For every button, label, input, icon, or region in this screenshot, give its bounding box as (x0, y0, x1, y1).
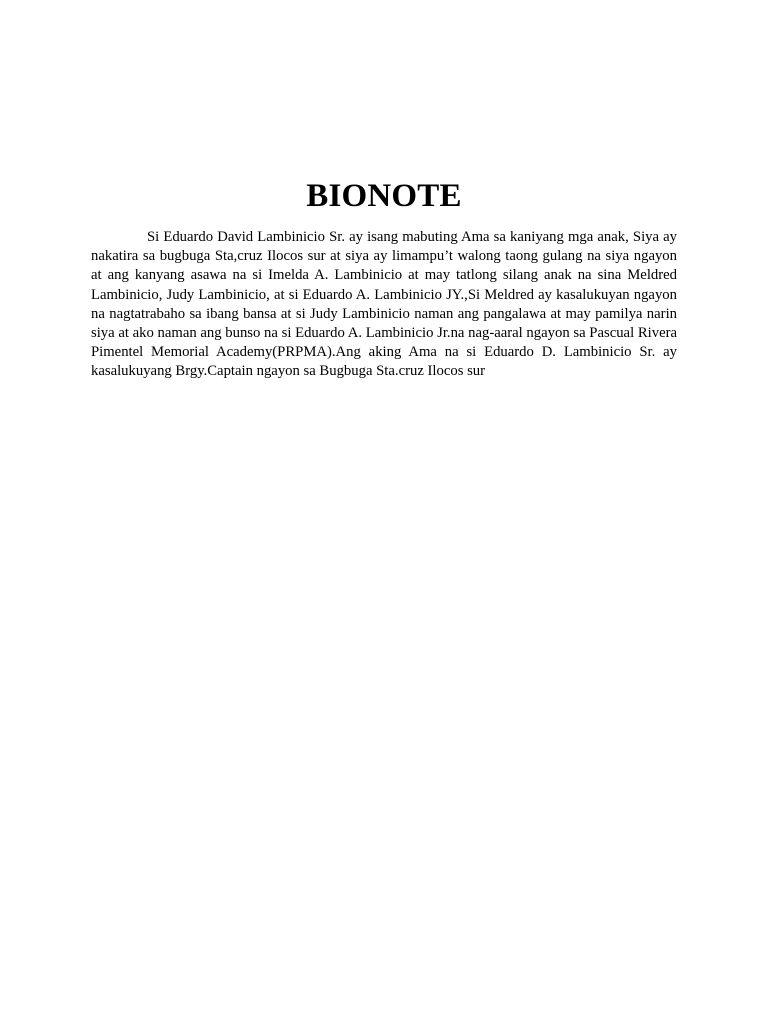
bionote-paragraph: Si Eduardo David Lambinicio Sr. ay isang mabuting Ama sa kaniyang mga anak, Siya ay nakatira sa bugbuga Sta,cruz Ilocos sur at siya ay limampu’t walong taong gulang na siya ngayon at ang kanyang asawa na si Imelda A. Lambinicio at may tatlong silang anak na sina Meldred Lambinicio, Judy Lambinicio, at si Eduardo A. Lambinicio JY.,Si Meldred ay kasalukuyan ngayon na nagtatrabaho sa ibang bansa at si Judy Lambinicio naman ang pangalawa at may pamilya narin siya at ako naman ang bunso na si Eduardo A. Lambinicio Jr.na nag-aaral ngayon sa Pascual Rivera Pimentel Memorial Academy(PRPMA).Ang aking Ama na si Eduardo D. Lambinicio Sr. ay kasalukuyang Brgy.Captain ngayon sa Bugbuga Sta.cruz Ilocos sur (91, 229, 677, 380)
document-title: BIONOTE (306, 178, 462, 214)
